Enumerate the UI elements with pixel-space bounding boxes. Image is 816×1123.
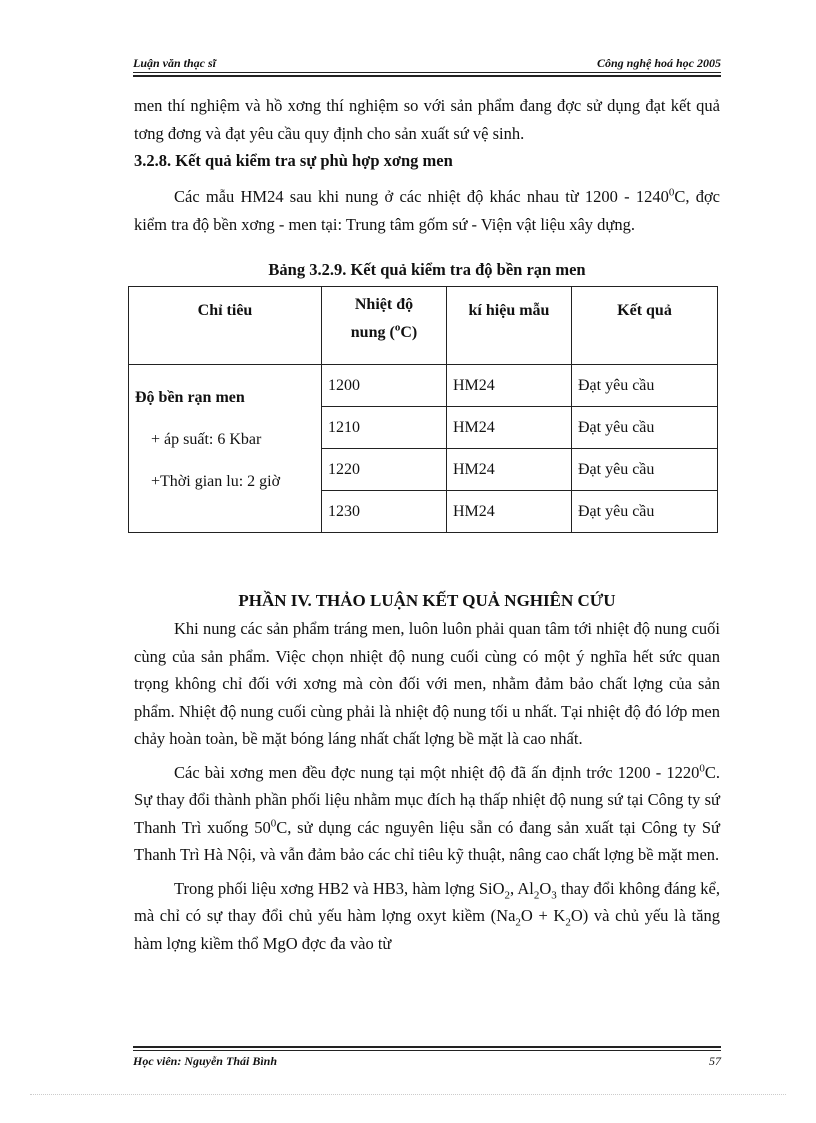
page-bottom-divider bbox=[30, 1094, 786, 1095]
code-cell: HM24 bbox=[447, 365, 572, 407]
header-criteria: Chỉ tiêu bbox=[129, 287, 322, 365]
criteria-title: Độ bền rạn men bbox=[135, 389, 245, 406]
header-left: Luận văn thạc sĩ bbox=[133, 56, 217, 70]
header-result: Kết quả bbox=[572, 287, 718, 365]
page-header bbox=[133, 54, 721, 74]
header-sample-code: kí hiệu mẫu bbox=[447, 287, 572, 365]
footer-author: Học viên: Nguyễn Thái Bình bbox=[133, 1054, 278, 1068]
result-cell: Đạt yêu cầu bbox=[572, 407, 718, 449]
page-footer bbox=[133, 1054, 721, 1069]
footer-rule bbox=[133, 1050, 721, 1051]
code-cell: HM24 bbox=[447, 407, 572, 449]
section-title: PHẦN IV. THẢO LUẬN KẾT QUẢ NGHIÊN CỨU bbox=[238, 591, 616, 610]
table-caption: Bảng 3.2.9. Kết quả kiểm tra độ bền rạn men bbox=[268, 260, 586, 279]
temp-cell: 1220 bbox=[322, 449, 447, 491]
paragraph-3: Các bài xơng men đều đợc nung tại một nhiệt độ đã ấn định trớc 1200 - 1220$^0$C. Sự thay đổi thành phần phối liệu nhằm mục đích hạ thấp nhiệt độ nung sứ tại Công ty sứ Thanh Trì xuống $50^0C$, sử dụng các nguyên liệu sẵn có đang sản xuất tại Công ty Sứ Thanh Trì Hà Nội, và vẫn đảm bảo các chỉ tiêu kỹ thuật, nâng cao chất lợng bề mặt men. bbox=[134, 762, 720, 864]
paragraph-1: Các mẫu HM24 sau khi nung ở các nhiệt độ khác nhau từ 1200 - 1240$^0$C, đợc kiểm tra độ bền xơng - men tại: Trung tâm gốm sứ - Viện vật liệu xây dựng. bbox=[134, 186, 721, 234]
criteria-pressure: + áp suất: 6 Kbar bbox=[151, 431, 262, 448]
result-cell: Đạt yêu cầu bbox=[572, 365, 718, 407]
temp-cell: 1210 bbox=[322, 407, 447, 449]
criteria-cell bbox=[129, 365, 322, 533]
criteria-duration: +Thời gian lu: 2 giờ bbox=[151, 473, 281, 490]
page-number: 57 bbox=[709, 1054, 721, 1068]
code-cell: HM24 bbox=[447, 491, 572, 533]
table-header-row bbox=[129, 287, 718, 365]
results-table bbox=[128, 286, 718, 533]
paragraph-4: Trong phối liệu xơng HB2 và HB3, hàm lợng SiO$_2$, $Al_2O_3$ thay đổi không đáng kể, mà chỉ có sự thay đổi chủ yếu hàm lợng oxyt kiềm $(Na_2O + K_2O)$ và chủ yếu là tăng hàm lợng kiềm thổ MgO đợc đa vào từ bbox=[134, 878, 721, 953]
header-rule-thick bbox=[133, 75, 721, 77]
header-rule bbox=[133, 72, 721, 73]
temp-cell: 1230 bbox=[322, 491, 447, 533]
intro-paragraph: men thí nghiệm và hồ xơng thí nghiệm so với sản phẩm đang đợc sử dụng đạt kết quả tơng đơng và đạt yêu cầu quy định cho sản xuất sứ vệ sinh. bbox=[134, 96, 720, 143]
result-cell: Đạt yêu cầu bbox=[572, 449, 718, 491]
header-right: Công nghệ hoá học 2005 bbox=[596, 56, 721, 70]
header-temperature: Nhiệt độ nung ($^o$C) bbox=[322, 287, 447, 365]
footer-rule-thick bbox=[133, 1046, 721, 1048]
temp-cell: 1200 bbox=[322, 365, 447, 407]
page-body bbox=[134, 92, 720, 957]
table-row bbox=[129, 365, 718, 407]
result-cell: Đạt yêu cầu bbox=[572, 491, 718, 533]
paragraph-2: Khi nung các sản phẩm tráng men, luôn luôn phải quan tâm tới nhiệt độ nung cuối cùng của sản phẩm. Việc chọn nhiệt độ nung cuối cùng có một ý nghĩa hết sức quan trọng không chỉ đối với xơng mà còn đối với men, nhằm đảm bảo chất lợng của sản phẩm. Nhiệt độ nung cuối cùng phải là nhiệt độ nung tối u nhất. Tại nhiệt độ đó lớp men chảy hoàn toàn, bề mặt bóng láng nhất chất lợng bề mặt là cao nhất. bbox=[134, 619, 720, 748]
code-cell: HM24 bbox=[447, 449, 572, 491]
subsection-title: 3.2.8. Kết quả kiểm tra sự phù hợp xơng men bbox=[134, 151, 453, 170]
